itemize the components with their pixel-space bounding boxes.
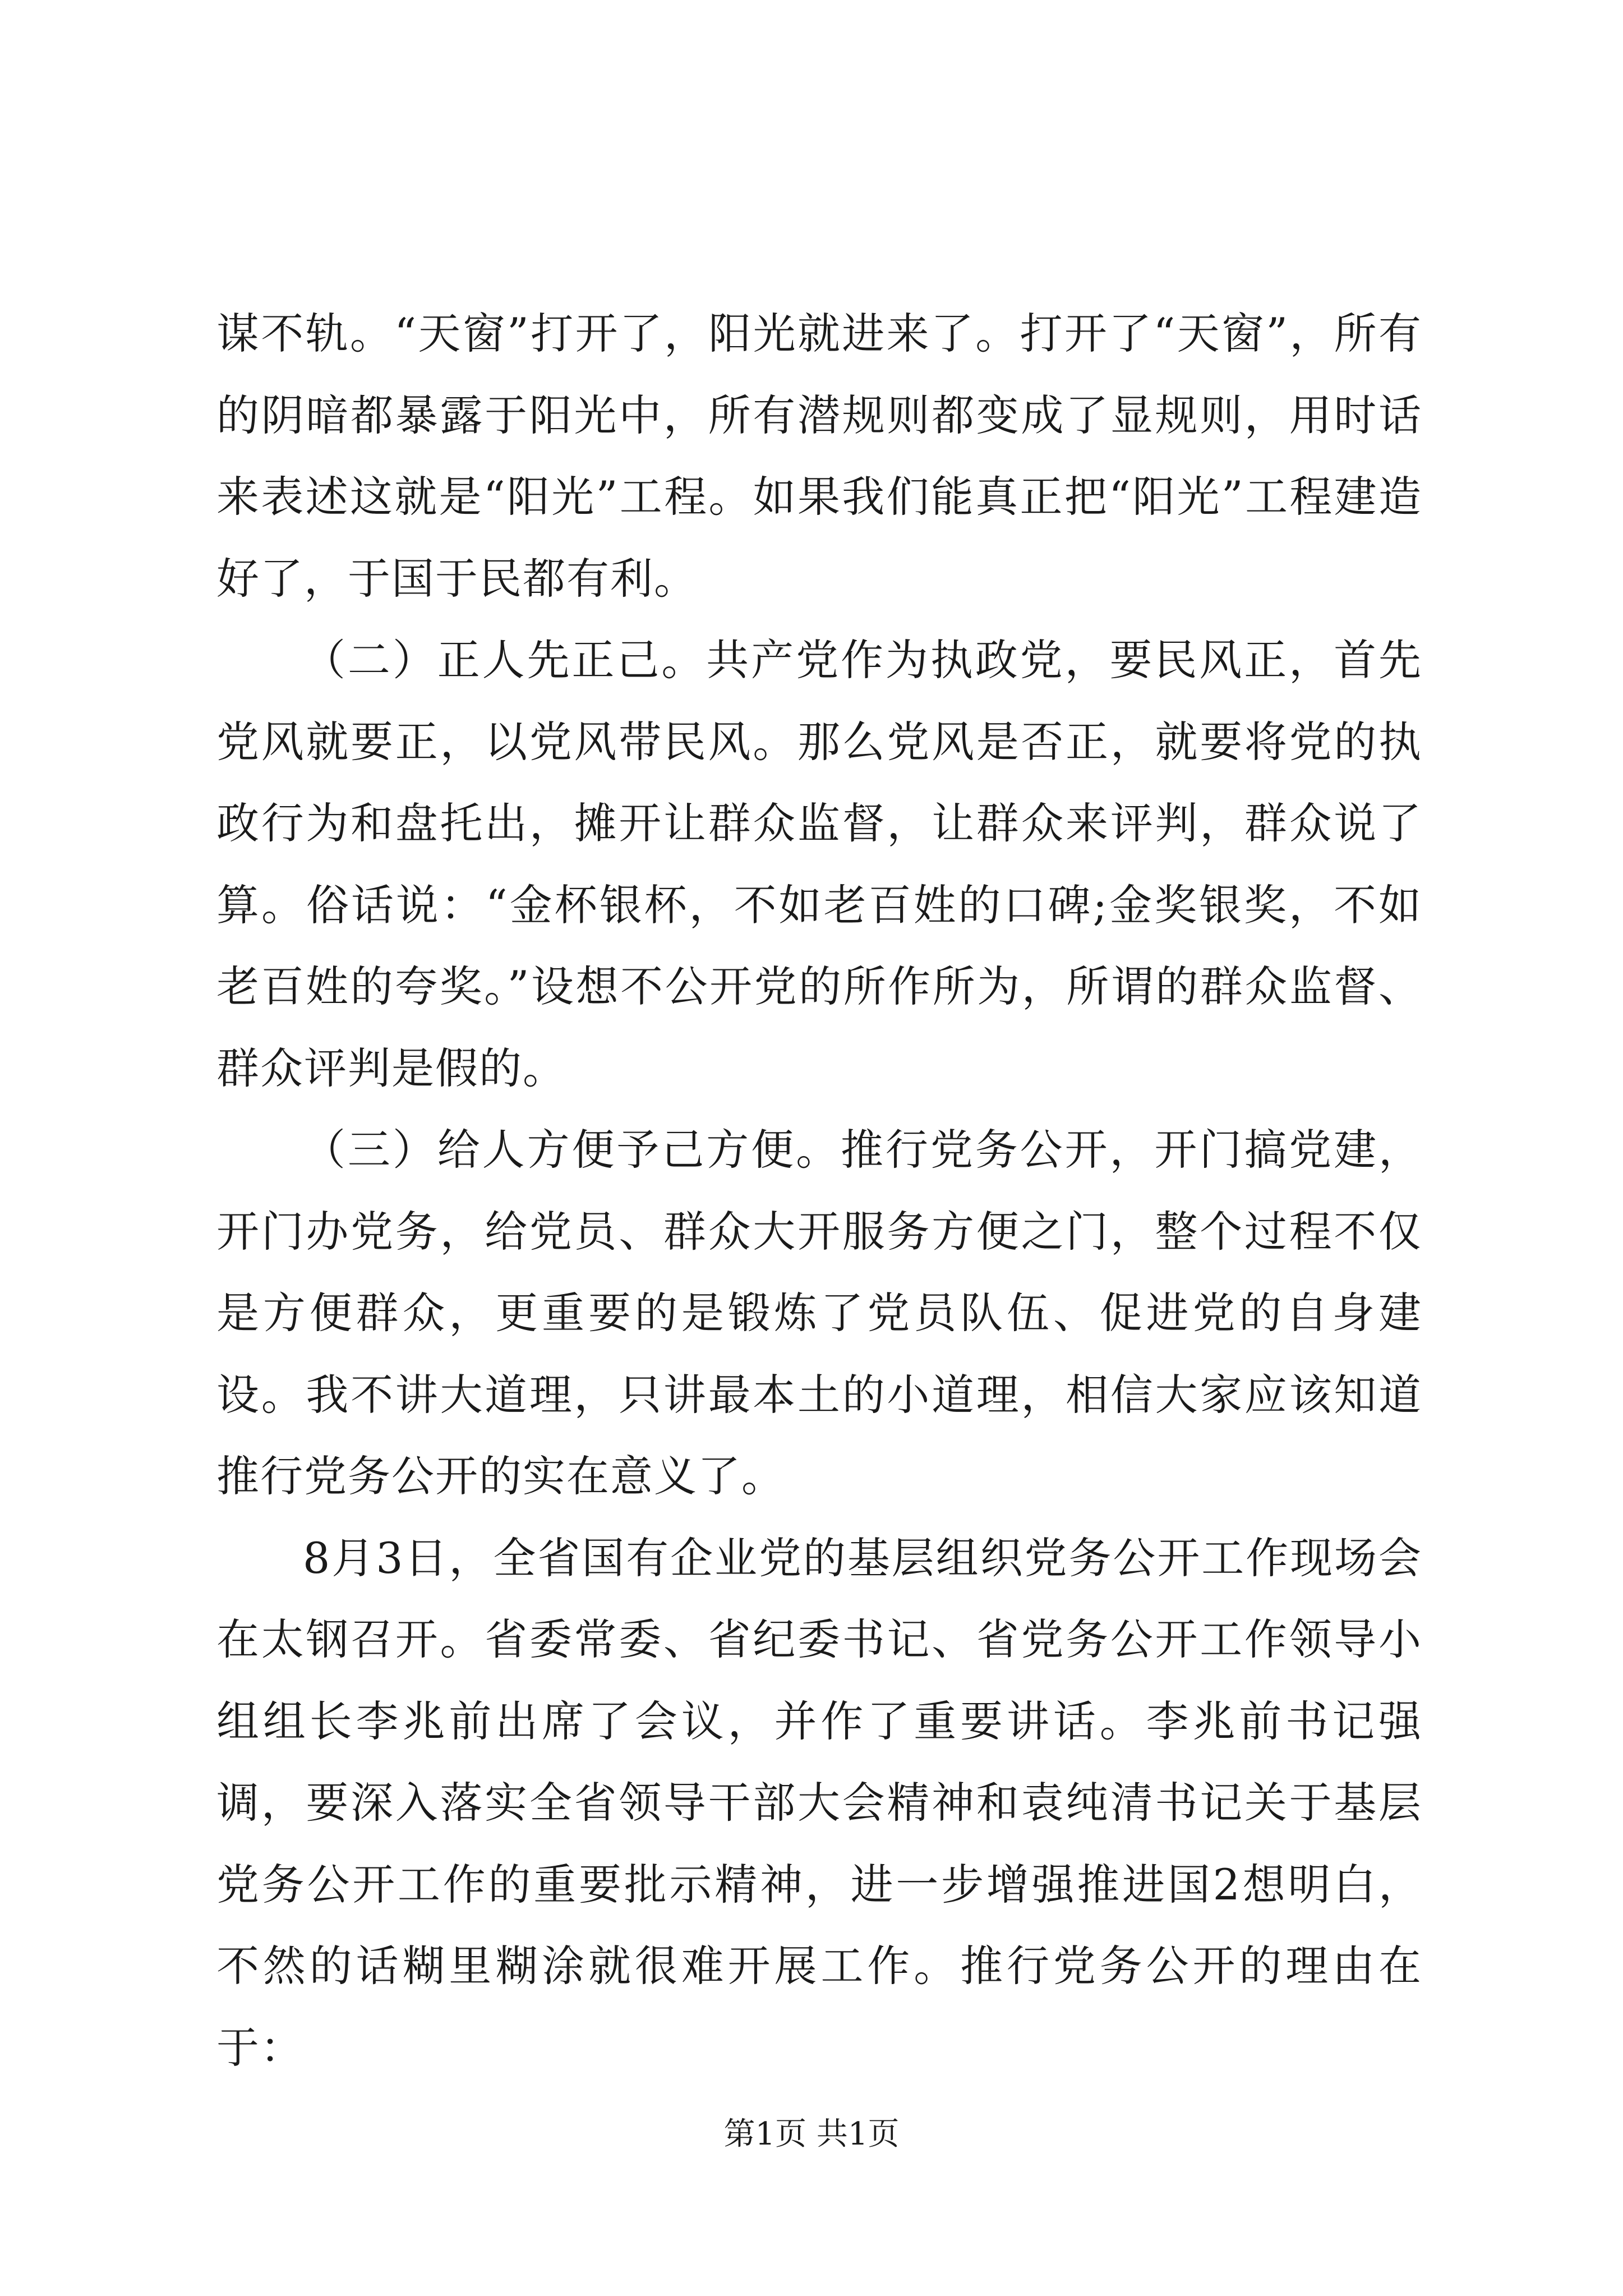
- paragraph-section-2: （二）正人先正己。共产党作为执政党，要民风正，首先党风就要正，以党风带民风。那么党风是否正，就要将党的执政行为和盘托出，摊开让群众监督，让群众来评判，群众说了算。俗话说：“金杯银杯，不如老百姓的口碑;金奖银奖，不如老百姓的夸奖。”设想不公开党的所作所为，所谓的群众监督、群众评判是假的。: [216, 635, 1422, 1093]
- paragraph-section-3: （三）给人方便予己方便。推行党务公开，开门搞党建，开门办党务，给党员、群众大开服务方便之门，整个过程不仅是方便群众，更重要的是锻炼了党员队伍、促进党的自身建设。我不讲大道理，只讲最本土的小道理，相信大家应该知道推行党务公开的实在意义了。: [216, 1125, 1422, 1501]
- paragraph-continuation: 谋不轨。“天窗”打开了，阳光就进来了。打开了“天窗”，所有的阴暗都暴露于阳光中，所有潜规则都变成了显规则，用时话来表述这就是“阳光”工程。如果我们能真正把“阳光”工程建造好了，于国于民都有利。: [216, 309, 1422, 604]
- paragraph-meeting: 8月3日，全省国有企业党的基层组织党务公开工作现场会在太钢召开。省委常委、省纪委书记、省党务公开工作领导小组组长李兆前出席了会议，并作了重要讲话。李兆前书记强调，要深入落实全省领导干部大会精神和袁纯清书记关于基层党务公开工作的重要批示精神，进一步增强推进国2想明白，不然的话糊里糊涂就很难开展工作。推行党务公开的理由在于：: [216, 1533, 1422, 2073]
- document-body: [216, 293, 1422, 2088]
- page-footer: 第1页 共1页: [723, 2116, 900, 2152]
